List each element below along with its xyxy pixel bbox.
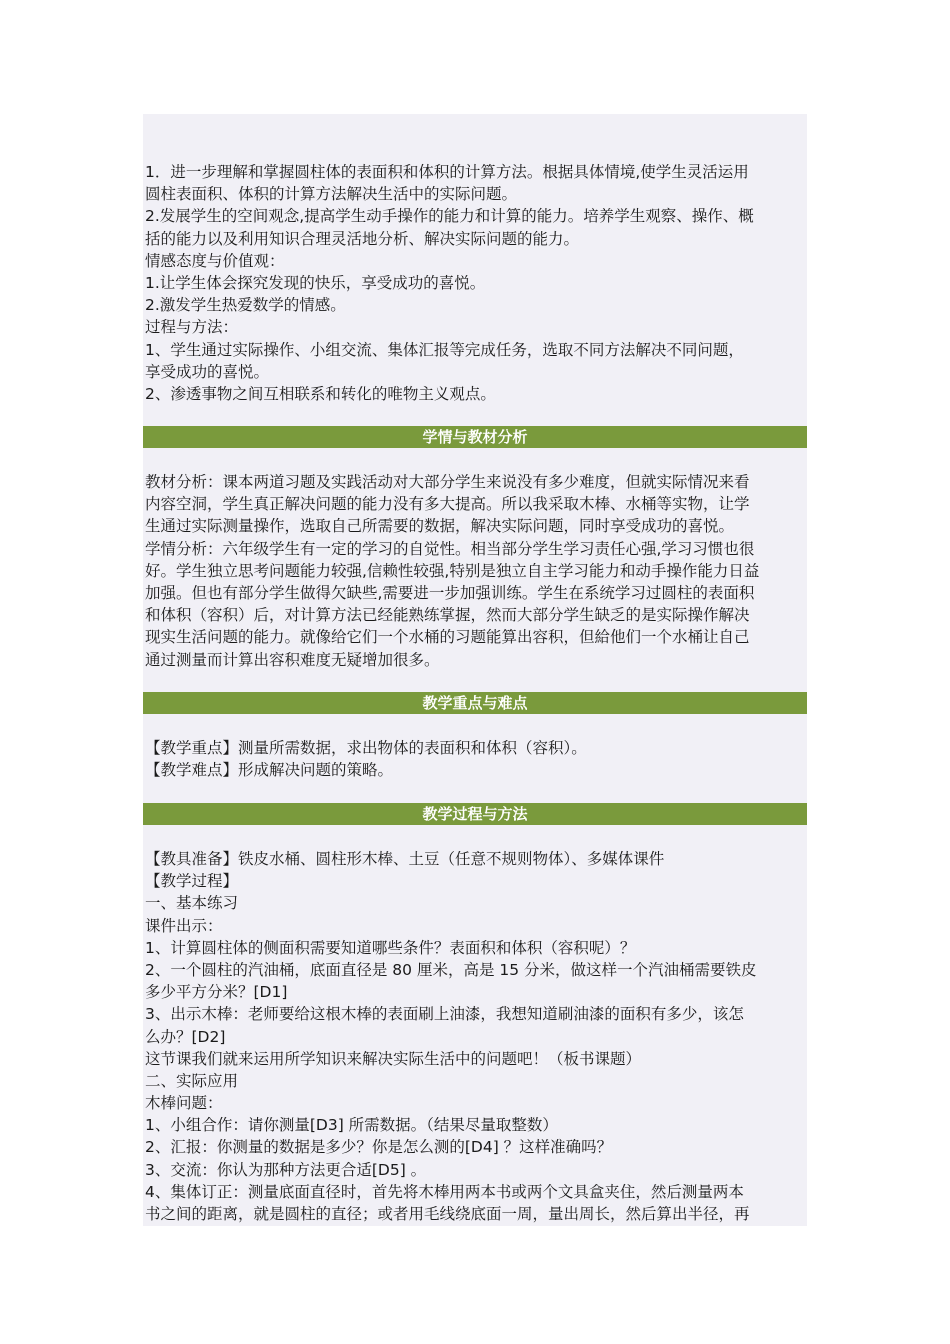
text-line: 享受成功的喜悦。: [145, 362, 270, 381]
text-line: 二、实际应用: [145, 1071, 239, 1090]
analysis-block: [145, 471, 803, 671]
text-line: 括的能力以及利用知识合理灵活地分析、解决实际问题的能力。: [145, 229, 580, 248]
text-line: 内容空洞，学生真正解决问题的能力没有多大提高。所以我采取木棒、水桶等实物，让学: [145, 495, 750, 514]
text-line: 现实生活问题的能力。就像给它们一个水桶的习题能算出容积，但給他们一个水桶让自己: [145, 628, 750, 647]
section-header-keypoints: 教学重点与难点: [143, 692, 807, 714]
text-line: 【教具准备】铁皮水桶、圆柱形木棒、土豆（任意不规则物体）、多媒体课件: [145, 850, 665, 868]
text-line: 这节课我们就来运用所学知识来解决实际生活中的问题吧！（板书课题）: [145, 1049, 642, 1068]
text-line: 3、出示木棒：老师要给这根木棒的表面刷上油漆，我想知道刷油漆的面积有多少，该怎: [145, 1005, 744, 1024]
text-line: 好。学生独立思考问题能力较强,信赖性较强,特别是独立自主学习能力和动手操作能力日益: [145, 561, 760, 580]
text-line: 2、汇报：你测量的数据是多少？你是怎么测的[D4] ？这样准确吗？: [145, 1138, 613, 1157]
text-line: 1．进一步理解和掌握圆柱体的表面积和体积的计算方法。根据具体情境,使学生灵活运用: [145, 163, 749, 181]
text-line: 2.激发学生热爱数学的情感。: [145, 296, 346, 315]
text-line: 木棒问题：: [145, 1094, 223, 1113]
text-line: 圆柱表面积、体积的计算方法解决生活中的实际问题。: [145, 185, 518, 204]
text-line: 和体积（容积）后，对计算方法已经能熟练掌握，然而大部分学生缺乏的是实际操作解决: [145, 606, 750, 625]
text-line: 加强。但也有部分学生做得欠缺些,需要进一步加强训练。学生在系统学习过圆柱的表面积: [145, 583, 755, 602]
text-line: 么办？[D2]: [145, 1027, 226, 1046]
text-line: 过程与方法：: [145, 318, 239, 337]
keypoints-block: [145, 737, 803, 781]
text-line: 情感态度与价值观：: [145, 251, 285, 270]
section-header-analysis: 学情与教材分析: [143, 426, 807, 448]
text-line: 课件出示：: [145, 916, 223, 935]
text-line: 多少平方分米？[D1]: [145, 983, 288, 1002]
text-line: 3、交流：你认为那种方法更合适[D5] 。: [145, 1160, 427, 1179]
text-line: 【教学过程】: [145, 872, 239, 891]
text-line: 【教学难点】形成解决问题的策略。: [145, 761, 394, 780]
text-line: 2、渗透事物之间互相联系和转化的唯物主义观点。: [145, 384, 496, 403]
text-line: 教材分析：课本两道习题及实践活动对大部分学生来说没有多少难度，但就实际情况来看: [145, 473, 750, 491]
text-line: 1、小组合作：请你测量[D3] 所需数据。（结果尽量取整数）: [145, 1116, 558, 1135]
text-line: 书之间的距离，就是圆柱的直径；或者用毛线绕底面一周，量出周长，然后算出半径，再: [145, 1205, 750, 1223]
text-line: 学情分析：六年级学生有一定的学习的自觉性。相当部分学生学习责任心强,学习习惯也很: [145, 539, 755, 558]
text-line: 【教学重点】测量所需数据，求出物体的表面积和体积（容积）。: [145, 739, 587, 757]
text-line: 4、集体订正：测量底面直径时，首先将木棒用两本书或两个文具盒夹住，然后测量两本: [145, 1182, 744, 1201]
text-line: 2.发展学生的空间观念,提高学生动手操作的能力和计算的能力。培养学生观察、操作、概: [145, 207, 754, 226]
text-line: 1.让学生体会探究发现的快乐，享受成功的喜悦。: [145, 273, 486, 292]
process-block: [145, 848, 803, 1225]
document-page: [143, 114, 807, 1226]
text-line: 生通过实际测量操作，选取自己所需要的数据，解决实际问题，同时享受成功的喜悦。: [145, 517, 735, 536]
text-line: 1、计算圆柱体的侧面积需要知道哪些条件？表面积和体积（容积呢）？: [145, 938, 636, 957]
objectives-block: [145, 161, 803, 405]
section-header-process: 教学过程与方法: [143, 803, 807, 825]
text-line: 2、一个圆柱的汽油桶，底面直径是 80 厘米，高是 15 分米，做这样一个汽油桶需要铁皮: [145, 960, 757, 979]
text-line: 一、基本练习: [145, 894, 239, 913]
text-line: 通过测量而计算出容积难度无疑增加很多。: [145, 650, 440, 669]
text-line: 1、学生通过实际操作、小组交流、集体汇报等完成任务，选取不同方法解决不同问题，: [145, 340, 744, 359]
